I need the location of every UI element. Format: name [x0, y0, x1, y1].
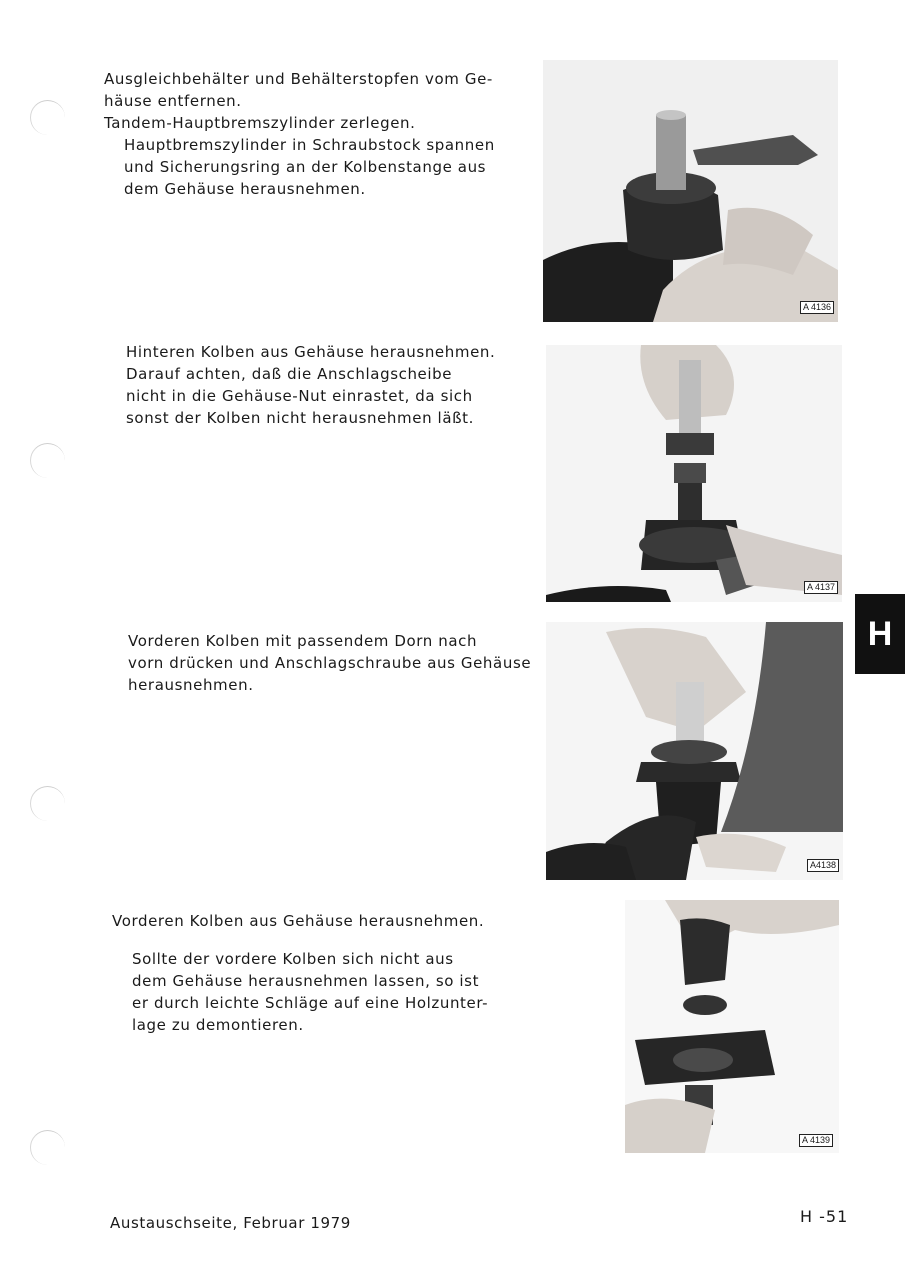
- instruction-step-4: [112, 910, 488, 1036]
- text-line: Vorderen Kolben mit passendem Dorn nach: [128, 632, 478, 650]
- instruction-step-2: [126, 341, 495, 429]
- figure-label: A4138: [807, 859, 839, 872]
- text-line: Hinteren Kolben aus Gehäuse herausnehmen.: [126, 343, 496, 361]
- text-line: häuse entfernen.: [104, 92, 242, 110]
- section-tab-h: H: [855, 594, 905, 674]
- photo-master-cylinder-circlip: [543, 60, 838, 322]
- figure-label: A 4139: [799, 1134, 833, 1147]
- text-line: Vorderen Kolben aus Gehäuse herausnehmen.: [112, 912, 485, 930]
- text-line: dem Gehäuse herausnehmen lassen, so ist: [132, 972, 480, 990]
- text-line: und Sicherungsring an der Kolbenstange aus: [124, 158, 487, 176]
- instruction-step-3: [128, 630, 531, 696]
- text-line: lage zu demontieren.: [132, 1016, 304, 1034]
- figure-photo-2: [546, 345, 842, 602]
- text-line: Tandem-Hauptbremszylinder zerlegen.: [104, 114, 416, 132]
- text-line: Sollte der vordere Kolben sich nicht aus: [132, 950, 454, 968]
- text-line: nicht in die Gehäuse-Nut einrastet, da sich: [126, 387, 473, 405]
- figure-photo-1: [543, 60, 838, 322]
- punch-hole-mark: [30, 100, 65, 135]
- figure-label: A 4137: [804, 581, 838, 594]
- text-line: er durch leichte Schläge auf eine Holzunter-: [132, 994, 489, 1012]
- page-number: H -51: [800, 1207, 849, 1226]
- text-line: Darauf achten, daß die Anschlagscheibe: [126, 365, 453, 383]
- footer-revision-note: Austauschseite, Februar 1979: [110, 1214, 351, 1232]
- punch-hole-mark: [30, 786, 65, 821]
- figure-label: A 4136: [800, 301, 834, 314]
- text-line: Ausgleichbehälter und Behälterstopfen vom Ge-: [104, 70, 493, 88]
- punch-hole-mark: [30, 443, 65, 478]
- photo-rear-piston-removal: [546, 345, 842, 602]
- figure-photo-4: [625, 900, 839, 1153]
- text-line: Hauptbremszylinder in Schraubstock spannen: [124, 136, 495, 154]
- photo-front-piston-pushed: [546, 622, 843, 880]
- figure-photo-3: [546, 622, 843, 880]
- instruction-step-1: [104, 68, 495, 200]
- punch-hole-mark: [30, 1130, 65, 1165]
- photo-front-piston-removal: [625, 900, 839, 1153]
- text-line: dem Gehäuse herausnehmen.: [124, 180, 366, 198]
- text-line: vorn drücken und Anschlagschraube aus Gehäuse: [128, 654, 532, 672]
- text-line: sonst der Kolben nicht herausnehmen läßt.: [126, 409, 475, 427]
- text-line: herausnehmen.: [128, 676, 254, 694]
